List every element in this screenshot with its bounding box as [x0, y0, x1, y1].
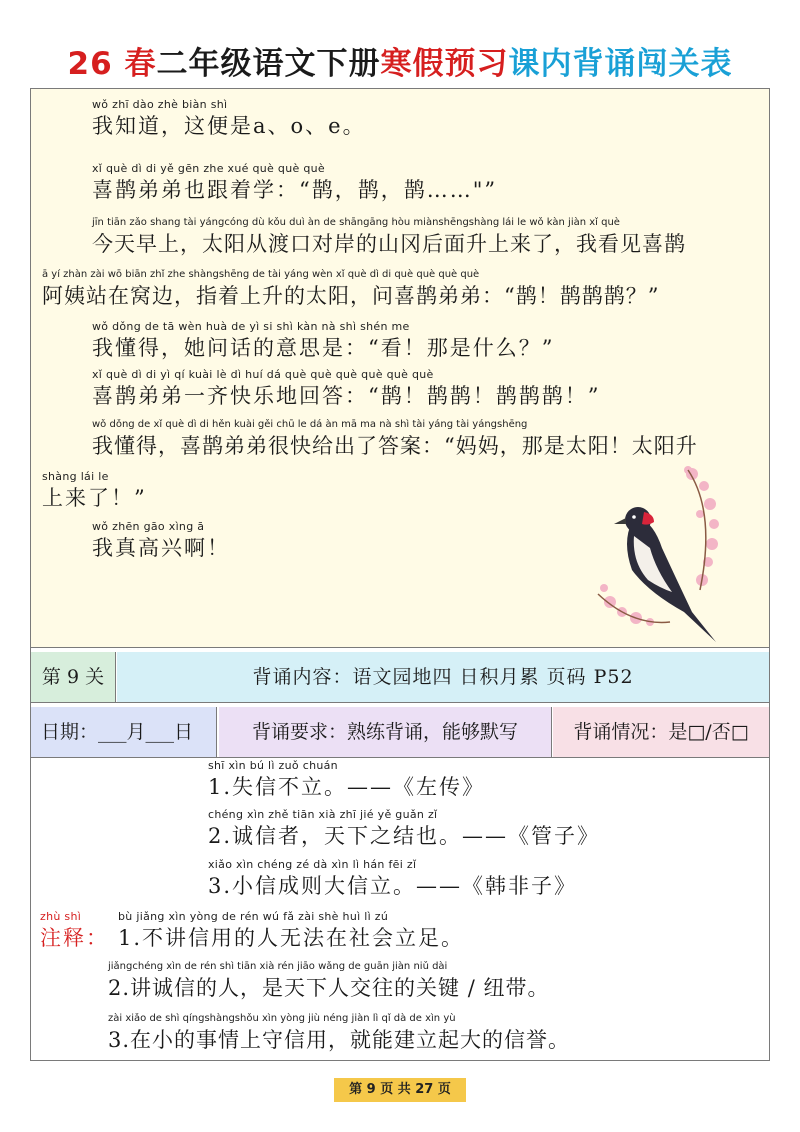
pinyin: chéng xìn zhě tiān xià zhī jié yě guǎn zǐ [208, 808, 438, 821]
hanzi: 今天早上，太阳从渡口对岸的山冈后面升上来了，我看见喜鹊 [92, 232, 686, 256]
pinyin: zhù shì [40, 910, 82, 923]
hanzi: 我真高兴啊！ [92, 536, 230, 560]
hanzi: 3.小信成则大信立。——《韩非子》 [208, 874, 578, 898]
pinyin: wǒ zhēn gāo xìng ā [92, 520, 205, 533]
notes-label: 注释： [40, 926, 109, 950]
recite-requirement: 背诵要求：熟练背诵，能够默写 [219, 707, 552, 757]
title-part-2: 二年级语文下册 [156, 46, 381, 82]
hanzi: 3.在小的事情上守信用，就能建立起大的信誉。 [108, 1028, 571, 1052]
pinyin: zài xiǎo de shì qíngshàngshǒu xìn yòng jiù néng jiàn lì qǐ dà de xìn yù [108, 1013, 456, 1024]
hanzi: 我懂得，她问话的意思是：“看！那是什么？” [92, 336, 555, 360]
pinyin: wǒ dǒng de tā wèn huà de yì si shì kàn nà shì shén me [92, 320, 410, 333]
recite-status-checkbox[interactable]: 背诵情况：是□/否□ [553, 707, 769, 757]
date-field[interactable]: 日期：___月___日 [31, 707, 217, 757]
level-label: 第 9 关 [31, 652, 116, 702]
hanzi: 2.诚信者，天下之结也。——《管子》 [208, 824, 601, 848]
hanzi: 上来了！” [42, 486, 147, 510]
content-frame [30, 88, 770, 1061]
pinyin: xǐ què dì di yě gēn zhe xué què què què [92, 162, 325, 175]
pinyin: ā yí zhàn zài wō biān zhǐ zhe shàngshēng de tài yáng wèn xǐ què dì di què què què què [42, 269, 480, 280]
hanzi: 我懂得，喜鹊弟弟很快给出了答案：“妈妈，那是太阳！太阳升 [92, 434, 698, 458]
pinyin: shī xìn bú lì zuǒ chuán [208, 759, 338, 772]
pinyin: bù jiǎng xìn yòng de rén wú fǎ zài shè huì lì zú [118, 910, 389, 923]
hanzi: 喜鹊弟弟一齐快乐地回答：“鹊！鹊鹊！鹊鹊鹊！” [92, 384, 601, 408]
page-title [0, 38, 800, 83]
pinyin: wǒ dǒng de xǐ què dì di hěn kuài gěi chū le dá àn mā ma nà shì tài yáng tài yángshēng [92, 419, 528, 430]
pinyin: shàng lái le [42, 470, 109, 483]
hanzi: 喜鹊弟弟也跟着学：“鹊，鹊，鹊……"” [92, 178, 498, 202]
hanzi: 2.讲诚信的人，是天下人交往的关键 / 纽带。 [108, 976, 550, 1000]
title-part-3: 寒假预习 [380, 46, 509, 82]
title-part-4: 课内背诵闯关表 [508, 46, 733, 82]
pinyin: wǒ zhī dào zhè biàn shì [92, 98, 228, 111]
hanzi: 我知道，这便是a、o、e。 [92, 114, 366, 138]
hanzi: 1.不讲信用的人无法在社会立足。 [118, 926, 465, 950]
hanzi: 阿姨站在窝边，指着上升的太阳，问喜鹊弟弟：“鹊！鹊鹊鹊？” [42, 284, 660, 308]
page-number: 第 9 页 共 27 页 [334, 1078, 466, 1102]
hanzi: 1.失信不立。——《左传》 [208, 775, 486, 799]
pinyin: jiǎngchéng xìn de rén shì tiān xià rén jiāo wǎng de guān jiàn niǔ dài [108, 961, 448, 972]
recite-content: 背诵内容：语文园地四 日积月累 页码 P52 [117, 652, 769, 702]
title-part-1: 26 春 [67, 46, 157, 82]
pinyin: xiǎo xìn chéng zé dà xìn lì hán fēi zǐ [208, 858, 417, 871]
pinyin: jīn tiān zǎo shang tài yángcóng dù kǒu duì àn de shāngāng hòu miànshēngshàng lái le wǒ kàn jiàn xǐ què [92, 217, 620, 228]
pinyin: xǐ què dì di yì qí kuài lè dì huí dá què què què què què què [92, 368, 434, 381]
